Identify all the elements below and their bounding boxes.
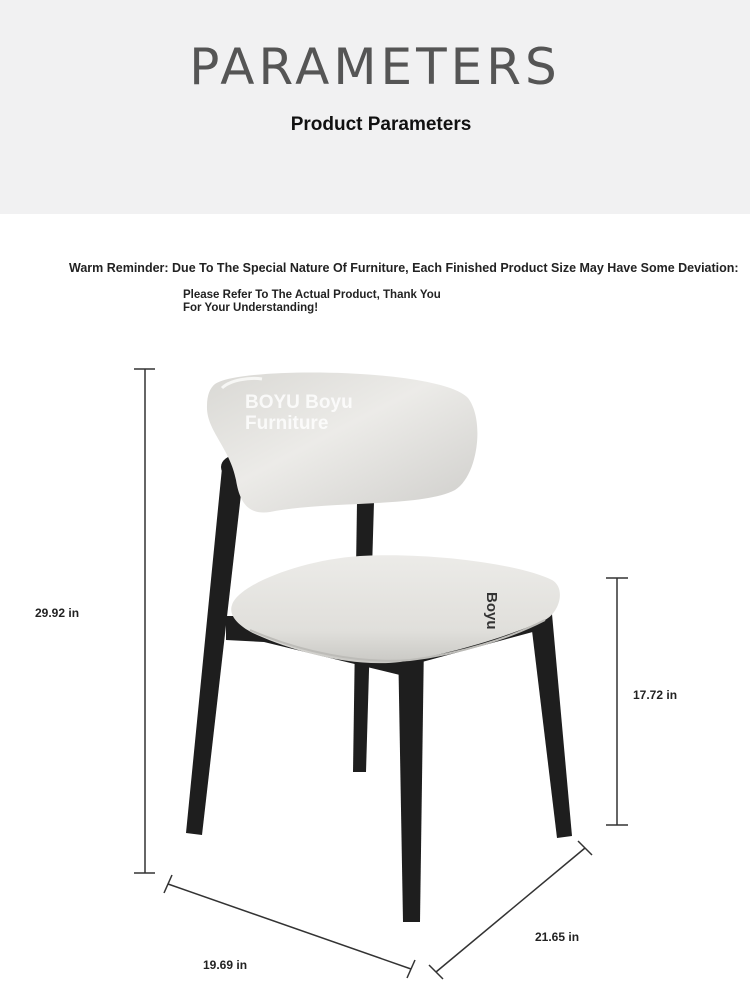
refer-note-line-2: For Your Understanding! — [183, 302, 319, 314]
refer-note-line-1: Please Refer To The Actual Product, Thank You — [183, 289, 441, 301]
page-title: PARAMETERS — [189, 38, 561, 96]
seat-height-label: 17.72 in — [633, 688, 678, 702]
seat-height-dimension-line — [606, 578, 628, 825]
depth-dimension-line — [429, 841, 592, 979]
chair-seat — [231, 555, 560, 663]
side-watermark: Boyu — [483, 592, 500, 630]
watermark-line-2: Furniture — [245, 413, 329, 434]
warm-reminder-text: Warm Reminder: Due To The Special Nature Of Furniture, Each Finished Product Size May Have Some Deviation: — [69, 261, 739, 275]
height-label: 29.92 in — [35, 606, 80, 620]
page-subtitle: Product Parameters — [290, 114, 472, 135]
width-label: 19.69 in — [203, 958, 248, 972]
width-dimension-line — [164, 875, 415, 978]
height-dimension-line — [134, 369, 155, 873]
watermark-line-1: BOYU Boyu — [245, 392, 353, 413]
brand-watermark — [245, 392, 353, 434]
depth-label: 21.65 in — [535, 930, 580, 944]
chair-frame — [186, 455, 572, 922]
